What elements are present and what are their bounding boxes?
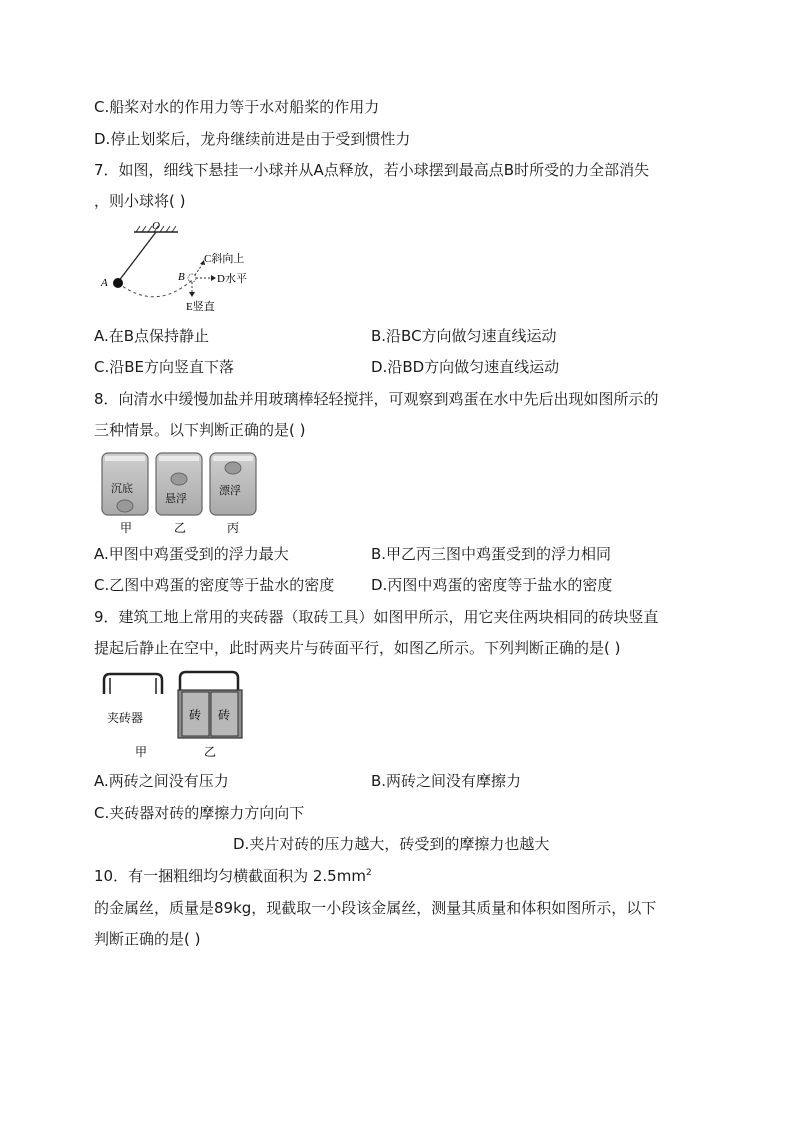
q10-stem-text: 10．有一捆粗细均匀横截面积为 2.5mm bbox=[94, 867, 366, 885]
beaker-suspend bbox=[156, 453, 202, 515]
q8-option-d: D.丙图中鸡蛋的密度等于盐水的密度 bbox=[371, 576, 613, 594]
clamp-tool bbox=[104, 674, 162, 725]
q10-stem-line1 bbox=[94, 866, 372, 886]
q10-stem-superscript: 2 bbox=[365, 868, 372, 878]
caption-bing: 丙 bbox=[227, 521, 240, 535]
q7-option-b: B.沿BC方向做匀速直线运动 bbox=[371, 327, 557, 345]
q10-stem-line2: 的金属丝，质量是89kg，现截取一小段该金属丝，测量其质量和体积如图所示，以下 bbox=[94, 899, 657, 917]
tool-label: 夹砖器 bbox=[107, 711, 144, 725]
beaker1-label: 沉底 bbox=[111, 482, 133, 495]
q8-option-c: C.乙图中鸡蛋的密度等于盐水的密度 bbox=[94, 576, 335, 594]
brick2-label: 砖 bbox=[218, 708, 231, 722]
brick1-label: 砖 bbox=[189, 708, 202, 722]
ball-a bbox=[113, 278, 123, 288]
caption-yi: 乙 bbox=[204, 745, 217, 759]
beaker3-label: 漂浮 bbox=[219, 484, 241, 497]
label-d: D水平 bbox=[217, 273, 247, 285]
q7-stem-line1: 7．如图，细线下悬挂一小球并从A点释放，若小球摆到最高点B时所受的力全部消失 bbox=[94, 161, 650, 179]
ball-b bbox=[188, 274, 196, 282]
q7-option-a: A.在B点保持静止 bbox=[94, 327, 210, 345]
clamp-with-bricks bbox=[178, 672, 242, 738]
q8-stem-line1: 8．向清水中缓慢加盐并用玻璃棒轻轻搅拌，可观察到鸡蛋在水中先后出现如图所示的 bbox=[94, 390, 659, 408]
beaker-sink bbox=[102, 453, 148, 515]
label-c: C斜向上 bbox=[204, 253, 245, 265]
q9-option-c: C.夹砖器对砖的摩擦力方向向下 bbox=[94, 804, 305, 822]
label-e: E竖直 bbox=[186, 301, 215, 313]
q7-option-c: C.沿BE方向竖直下落 bbox=[94, 358, 235, 376]
q6-option-d: D.停止划桨后，龙舟继续前进是由于受到惯性力 bbox=[94, 130, 411, 148]
q7-option-d: D.沿BD方向做匀速直线运动 bbox=[371, 358, 560, 376]
q8-beakers-figure bbox=[100, 450, 260, 536]
q9-stem-line1: 9．建筑工地上常用的夹砖器（取砖工具）如图甲所示，用它夹住两块相同的砖块竖直 bbox=[94, 608, 659, 626]
beaker-float bbox=[210, 453, 256, 515]
q9-option-d: D.夹片对砖的压力越大，砖受到的摩擦力也越大 bbox=[233, 835, 550, 853]
q8-stem-line2: 三种情景。以下判断正确的是( ) bbox=[94, 421, 306, 439]
q8-option-b: B.甲乙丙三图中鸡蛋受到的浮力相同 bbox=[371, 545, 612, 563]
beaker2-label: 悬浮 bbox=[165, 492, 187, 505]
q9-option-a: A.两砖之间没有压力 bbox=[94, 772, 229, 790]
q8-option-a: A.甲图中鸡蛋受到的浮力最大 bbox=[94, 545, 289, 563]
q7-pendulum-figure bbox=[96, 220, 266, 316]
pendulum-string bbox=[118, 232, 156, 282]
label-a: A bbox=[101, 277, 108, 289]
q6-option-c: C.船桨对水的作用力等于水对船桨的作用力 bbox=[94, 98, 380, 116]
caption-jia: 甲 bbox=[120, 521, 133, 535]
q9-stem-line2: 提起后静止在空中，此时两夹片与砖面平行，如图乙所示。下列判断正确的是( ) bbox=[94, 639, 621, 657]
caption-yi: 乙 bbox=[174, 521, 187, 535]
q10-stem-line3: 判断正确的是( ) bbox=[94, 930, 201, 948]
label-o: O bbox=[152, 220, 160, 232]
caption-jia: 甲 bbox=[135, 745, 148, 759]
q7-stem-line2: ，则小球将( ) bbox=[94, 192, 186, 210]
q9-brick-clamp-figure bbox=[100, 670, 250, 762]
q9-option-b: B.两砖之间没有摩擦力 bbox=[371, 772, 522, 790]
label-b: B bbox=[178, 271, 185, 283]
